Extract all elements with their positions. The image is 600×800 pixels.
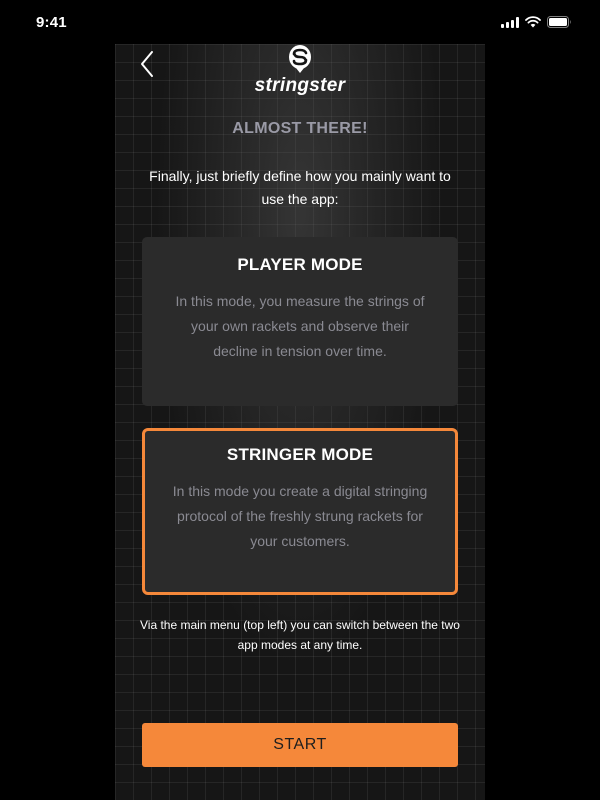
battery-icon: [547, 16, 572, 28]
wifi-icon: [525, 16, 541, 28]
start-button[interactable]: START: [142, 723, 458, 767]
chevron-left-icon: [139, 50, 155, 78]
status-icons: [501, 16, 572, 28]
signal-icon: [501, 17, 519, 28]
mode-switch-hint: Via the main menu (top left) you can switch between the two app modes at any time.: [140, 618, 460, 652]
intro-text: Finally, just briefly define how you mainly want to use the app:: [149, 168, 451, 207]
page-title: ALMOST THERE!: [232, 120, 368, 137]
player-mode-description: In this mode, you measure the strings of your own rackets and observe their decline in tension over time.: [175, 293, 425, 359]
player-mode-card[interactable]: [142, 237, 458, 406]
racket-logo-icon: [286, 44, 314, 74]
player-mode-title: PLAYER MODE: [237, 255, 363, 274]
back-button[interactable]: [135, 50, 159, 78]
logo-text: stringster: [254, 75, 346, 96]
status-time: 9:41: [36, 13, 67, 31]
stringer-mode-description: In this mode you create a digital stringing protocol of the freshly strung rackets for your customers.: [172, 483, 428, 549]
app-background: [115, 44, 485, 800]
app-logo: [250, 44, 350, 100]
stringer-mode-title: STRINGER MODE: [226, 445, 374, 464]
status-bar: [0, 0, 600, 44]
stringer-mode-card[interactable]: [142, 428, 458, 595]
